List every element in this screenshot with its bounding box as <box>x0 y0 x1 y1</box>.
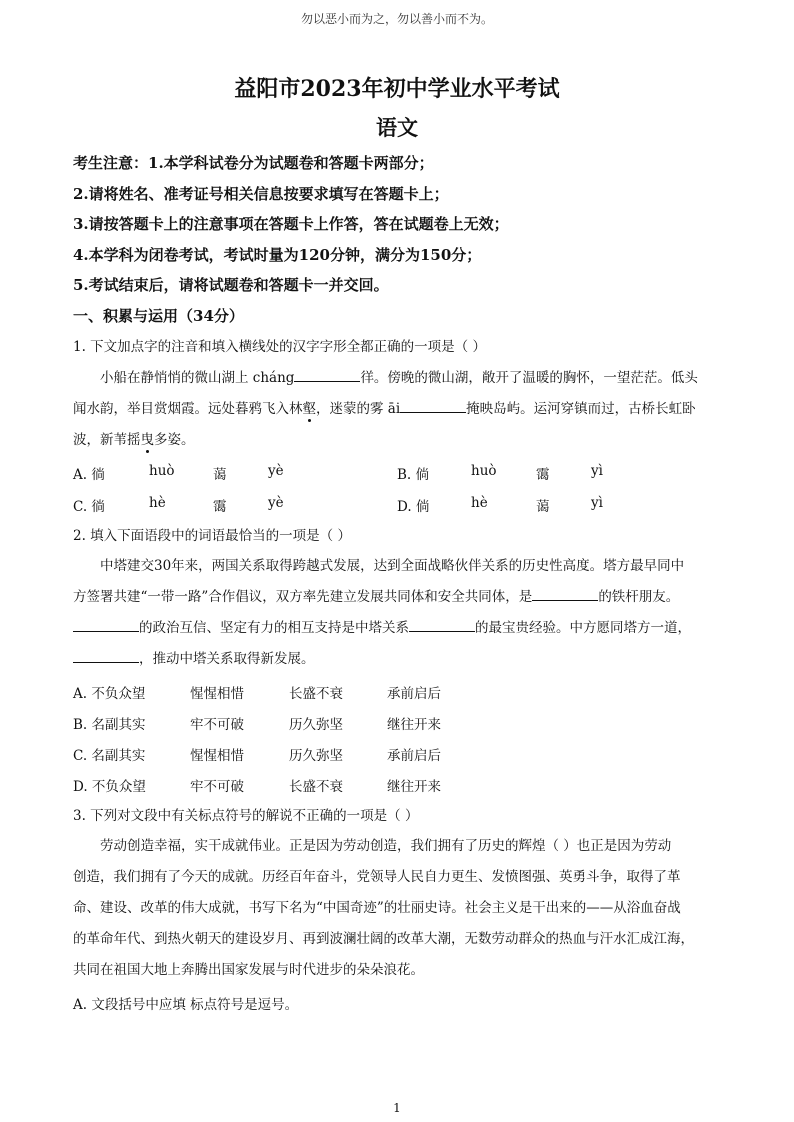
option-d-pinyin: hè <box>471 495 488 511</box>
question-1-options-row-1 <box>73 463 723 483</box>
passage-text: 徉。傍晚的微山湖，敞开了温暖的胸怀，一望茫茫。低头 <box>360 370 698 386</box>
exam-note-5: 5.考试结束后，请将试题卷和答题卡一并交回。 <box>73 276 389 294</box>
fill-blank <box>400 398 466 413</box>
question-1-passage <box>73 363 725 456</box>
question-1-stem: 1. 下文加点字的注音和填入横线处的汉字字形全都正确的一项是（ ） <box>73 339 486 355</box>
option-b-word-1: B. 名副其实 <box>73 717 146 733</box>
option-c-pinyin-2: yè <box>268 495 284 511</box>
passage-text: ，推动中塔关系取得新发展。 <box>139 651 315 667</box>
passage-text: 中塔建交30年来，两国关系取得跨越式发展，达到全面战略伙伴关系的历史性高度。塔方最早同中 <box>100 558 685 574</box>
option-c-char: 霭 <box>213 499 227 515</box>
exam-note-1: 考生注意：1.本学科试卷分为试题卷和答题卡两部分； <box>73 154 434 172</box>
option-a-word-2: 惺惺相惜 <box>190 686 244 702</box>
passage-text: 的最宝贵经验。中方愿同塔方一道， <box>475 620 691 636</box>
fill-blank <box>409 617 475 632</box>
page-header-motto: 勿以恶小而为之，勿以善小而不为。 <box>300 12 493 26</box>
question-3-passage <box>73 831 725 986</box>
passage-text: 小船在静悄悄的微山湖上 cháng <box>100 370 295 386</box>
option-a-word-3: 长盛不衰 <box>289 686 343 702</box>
option-c-pinyin: hè <box>149 495 166 511</box>
passage-text: 方签署共建“一带一路”合作倡议，双方率先建立发展共同体和安全共同体，是 <box>73 589 533 605</box>
question-1-options-row-2 <box>73 495 723 515</box>
exam-note-3: 3.请按答题卡上的注意事项在答题卡上作答，答在试题卷上无效； <box>73 215 509 233</box>
question-3-option-a[interactable]: A. 文段括号中应填 标点符号是逗号。 <box>73 997 299 1013</box>
question-2-passage <box>73 551 725 675</box>
question-2-stem: 2. 填入下面语段中的词语最恰当的一项是（ ） <box>73 528 351 544</box>
passage-text: 劳动创造幸福，实干成就伟业。正是因为劳动创造，我们拥有了历史的辉煌（ ）也正是因为劳动 <box>100 838 672 854</box>
passage-text: 命、建设、改革的伟大成就，书写下名为“中国奇迹”的壮丽史诗。社会主义是干出来的——从浴血奋战 <box>73 900 681 916</box>
question-2-option-b[interactable] <box>73 713 723 733</box>
exam-note-2: 2.请将姓名、准考证号相关信息按要求填写在答题卡上； <box>73 185 449 203</box>
option-a-pinyin-2: yè <box>268 463 284 479</box>
option-a-word-1: A. 不负众望 <box>73 686 146 702</box>
option-a-pinyin: huò <box>149 463 175 479</box>
option-b-word-4: 继往开来 <box>387 717 441 733</box>
option-c-label[interactable]: C. 徜 <box>73 499 105 515</box>
option-d-label[interactable]: D. 倘 <box>397 499 430 515</box>
page-number: 1 <box>393 1101 401 1115</box>
passage-text: 创造，我们拥有了今天的成就。历经百年奋斗，党领导人民自力更生、发愤图强、英勇斗争，取得了革 <box>73 869 681 885</box>
exam-subject: 语文 <box>376 115 418 140</box>
passage-text: 掩映岛屿。运河穿镇而过，古桥长虹卧 <box>466 401 696 417</box>
option-c-word-2: 惺惺相惜 <box>190 748 244 764</box>
dotted-char: 曳 <box>140 432 154 448</box>
option-b-word-2: 牢不可破 <box>190 717 244 733</box>
question-2-option-d[interactable] <box>73 775 723 795</box>
option-a-word-4: 承前启后 <box>387 686 441 702</box>
passage-text: ，迷蒙的雾 āi <box>316 401 401 417</box>
option-b-char: 霭 <box>536 467 550 483</box>
exam-title: 益阳市2023年初中学业水平考试 <box>234 76 560 102</box>
fill-blank <box>73 617 139 632</box>
fill-blank <box>294 367 360 382</box>
question-2-option-c[interactable] <box>73 744 723 764</box>
option-b-label[interactable]: B. 倘 <box>397 467 430 483</box>
option-a-char: 蔼 <box>213 467 227 483</box>
question-3-stem: 3. 下列对文段中有关标点符号的解说不正确的一项是（ ） <box>73 808 419 824</box>
passage-text: 闻水韵，举目赏烟霞。远处暮鸦飞入林 <box>73 401 303 417</box>
passage-text: 多姿。 <box>154 432 195 448</box>
option-b-word-3: 历久弥坚 <box>289 717 343 733</box>
option-d-pinyin-2: yì <box>591 495 603 511</box>
option-c-word-3: 历久弥坚 <box>289 748 343 764</box>
passage-text: 的政治互信、坚定有力的相互支持是中塔关系 <box>139 620 409 636</box>
passage-text: 的革命年代、到热火朝天的建设岁月、再到波澜壮阔的改革大潮，无数劳动群众的热血与汗水汇成江海， <box>73 931 694 947</box>
passage-text: 的铁杆朋友。 <box>598 589 680 605</box>
dotted-char: 壑 <box>302 401 316 417</box>
passage-text: 共同在祖国大地上奔腾出国家发展与时代进步的朵朵浪花。 <box>73 962 424 978</box>
option-d-word-3: 长盛不衰 <box>289 779 343 795</box>
option-a-label[interactable]: A. 徜 <box>73 467 105 483</box>
option-d-word-2: 牢不可破 <box>190 779 244 795</box>
option-b-pinyin-2: yì <box>591 463 603 479</box>
question-2-option-a[interactable] <box>73 682 723 702</box>
fill-blank <box>532 586 598 601</box>
option-c-word-1: C. 名副其实 <box>73 748 146 764</box>
exam-note-4: 4.本学科为闭卷考试，考试时量为120分钟，满分为150分； <box>73 246 482 264</box>
section-heading: 一、积累与运用（34分） <box>73 307 244 325</box>
passage-text: 波，新苇摇 <box>73 432 141 448</box>
fill-blank <box>73 648 139 663</box>
option-c-word-4: 承前启后 <box>387 748 441 764</box>
option-b-pinyin: huò <box>471 463 497 479</box>
option-d-word-4: 继往开来 <box>387 779 441 795</box>
option-d-char: 蔼 <box>536 499 550 515</box>
option-d-word-1: D. 不负众望 <box>73 779 146 795</box>
